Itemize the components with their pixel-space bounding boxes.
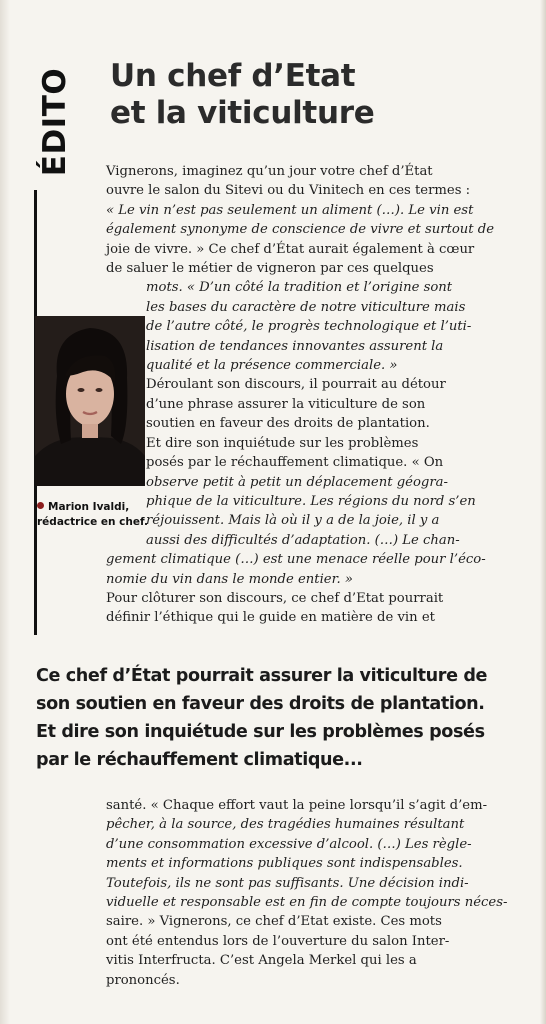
pull-quote-line: Ce chef d’État pourrait assurer la viticulture de [36, 666, 488, 686]
body-line: pêcher, à la source, des tragédies humaines résultant [106, 817, 465, 833]
body-line: d’une phrase assurer la viticulture de son [146, 396, 426, 412]
body-line: également synonyme de conscience de vivre et surtout de [106, 222, 495, 238]
body-line: observe petit à petit un déplacement géogra- [146, 474, 448, 490]
section-label [30, 62, 80, 182]
pull-quote [36, 662, 516, 774]
body-line: réjouissent. Mais là où il y a de la joie, il y a [146, 513, 440, 529]
body-line: ouvre le salon du Sitevi ou du Vinitech en ces termes : [106, 183, 471, 199]
photo-caption [37, 500, 148, 530]
body-line: saire. » Vignerons, ce chef d’Etat existe. Ces mots [106, 914, 442, 930]
body-line: Déroulant son discours, il pourrait au détour [146, 377, 446, 393]
headline-line: Un chef d’Etat [110, 58, 356, 94]
section-label-text: ÉDITO [37, 67, 73, 177]
body-line: phique de la viticulture. Les régions du nord s’en [146, 493, 476, 509]
body-line: les bases du caractère de notre viticulture mais [146, 299, 466, 315]
body-line: soutien en faveur des droits de plantation. [146, 416, 430, 432]
body-line: « Le vin n’est pas seulement un aliment (…). Le vin est [106, 202, 474, 218]
caption-role: rédactrice en chef. [37, 516, 148, 528]
pull-quote-line: par le réchauffement climatique... [36, 750, 363, 770]
editorial-body-bottom [106, 796, 508, 990]
page-edge [0, 0, 10, 1024]
body-line: qualité et la présence commerciale. » [146, 358, 398, 374]
author-photo [35, 316, 145, 486]
portrait-image [35, 316, 145, 486]
body-line: d’une consommation excessive d’alcool. (…) Les règle- [106, 836, 472, 852]
body-line: lisation de tendances innovantes assurent la [146, 338, 444, 354]
body-line: vitis Interfructa. C’est Angela Merkel qui les a [106, 953, 417, 969]
body-line: de saluer le métier de vigneron par ces quelques [106, 261, 434, 277]
pull-quote-line: Et dire son inquiétude sur les problèmes posés [36, 722, 485, 742]
body-line: Et dire son inquiétude sur les problèmes [146, 435, 419, 451]
body-line: Vignerons, imaginez qu’un jour votre chef d’État [106, 164, 433, 179]
headline-line: et la viticulture [110, 95, 375, 131]
page-right-edge [540, 0, 546, 1024]
body-line: Pour clôturer son discours, ce chef d’Etat pourrait [106, 590, 444, 606]
body-line: de l’autre côté, le progrès technologique et l’uti- [146, 319, 472, 335]
body-line: ments et informations publiques sont indispensables. [106, 856, 463, 872]
body-line: santé. « Chaque effort vaut la peine lorsqu’il s’agit d’em- [106, 798, 488, 813]
body-line: gement climatique (…) est une menace réelle pour l’éco- [106, 552, 486, 568]
caption-name-line [37, 500, 145, 515]
body-line: mots. « D’un côté la tradition et l’origine sont [146, 280, 453, 296]
body-line: aussi des difficultés d’adaptation. (…) Le chan- [146, 532, 460, 548]
editorial-body-top [106, 162, 495, 628]
body-line: ont été entendus lors de l’ouverture du salon Inter- [106, 933, 450, 949]
body-line: posés par le réchauffement climatique. « On [146, 455, 444, 471]
pull-quote-line: son soutien en faveur des droits de plantation. [36, 694, 485, 714]
body-line: prononcés. [106, 972, 180, 988]
body-line: viduelle et responsable est en fin de compte toujours néces- [106, 895, 508, 911]
body-line: définir l’éthique qui le guide en matière de vin et [106, 610, 435, 626]
body-line: Toutefois, ils ne sont pas suffisants. Une décision indi- [106, 875, 469, 891]
body-line: joie de vivre. » Ce chef d’État aurait également à cœur [106, 241, 475, 257]
headline [110, 58, 510, 132]
caption-bullet-icon [37, 502, 44, 509]
body-line: nomie du vin dans le monde entier. » [106, 571, 353, 587]
caption-name: Marion Ivaldi, [48, 501, 130, 513]
